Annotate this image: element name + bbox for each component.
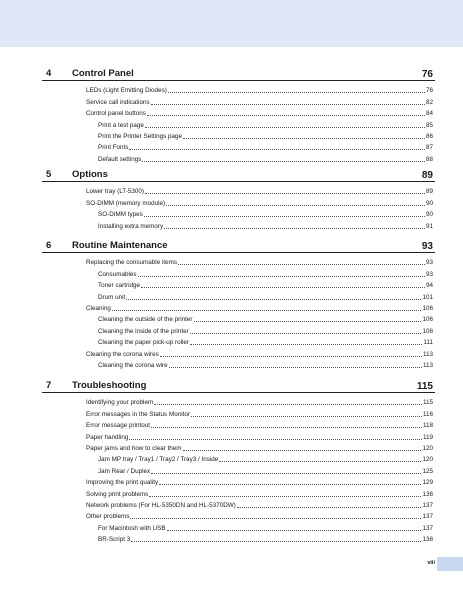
entry-title[interactable]: Replacing the consumable items xyxy=(86,259,178,267)
entry-page-number: 106 xyxy=(422,304,433,312)
entry-page-number: 129 xyxy=(422,479,433,487)
toc-chapter xyxy=(0,380,463,544)
dot-leader xyxy=(194,321,422,322)
entry-page-number: 82 xyxy=(425,98,433,106)
entry-title[interactable]: Service call indications xyxy=(86,98,150,106)
dot-leader xyxy=(151,473,421,474)
dot-leader xyxy=(145,193,425,194)
toc-subentry[interactable] xyxy=(0,532,433,543)
chapter-number: 4 xyxy=(46,68,52,79)
entry-page-number: 94 xyxy=(425,282,433,290)
toc-subentry[interactable] xyxy=(0,323,433,334)
entry-page-number: 93 xyxy=(425,270,433,278)
toc-subentry[interactable] xyxy=(0,278,433,289)
chapter-heading[interactable] xyxy=(0,380,463,394)
chapter-title[interactable]: Control Panel xyxy=(72,68,134,79)
entry-title[interactable]: Default settings xyxy=(98,155,142,163)
entry-title[interactable]: Error messages in the Status Monitor xyxy=(86,410,190,418)
chapter-entries xyxy=(0,255,463,369)
footer-band xyxy=(437,557,463,571)
toc-subentry[interactable] xyxy=(0,520,433,531)
entry-title[interactable]: Error message printout xyxy=(86,422,151,430)
entry-page-number: 85 xyxy=(425,121,433,129)
dot-leader xyxy=(145,127,425,128)
chapter-page-number: 93 xyxy=(421,241,433,252)
entry-page-number: 101 xyxy=(422,293,433,301)
dot-leader xyxy=(131,541,421,542)
entry-page-number: 76 xyxy=(425,87,433,95)
entry-page-number: 115 xyxy=(422,399,433,407)
dot-leader xyxy=(154,404,422,405)
dot-leader xyxy=(141,287,425,288)
chapter-title[interactable]: Routine Maintenance xyxy=(72,240,168,251)
chapter-title[interactable]: Options xyxy=(72,169,108,180)
chapter-number: 5 xyxy=(46,169,52,180)
entry-page-number: 88 xyxy=(425,155,433,163)
entry-page-number: 86 xyxy=(425,132,433,140)
dot-leader xyxy=(183,450,422,451)
toc-entry[interactable] xyxy=(0,83,433,94)
chapter-page-number: 115 xyxy=(416,381,433,392)
chapter-entries xyxy=(0,395,463,543)
entry-page-number: 125 xyxy=(422,467,433,475)
entry-page-number: 116 xyxy=(422,410,433,418)
dot-leader xyxy=(168,92,425,93)
dot-leader xyxy=(144,216,425,217)
toc-subentry[interactable] xyxy=(0,218,433,229)
chapter-number: 7 xyxy=(46,380,52,391)
entry-title[interactable]: Cleaning the inside of the printer xyxy=(98,327,189,335)
entry-page-number: 137 xyxy=(422,501,433,509)
dot-leader xyxy=(191,416,422,417)
entry-page-number: 90 xyxy=(425,211,433,219)
entry-title[interactable]: Print Fonts xyxy=(98,144,129,152)
entry-title[interactable]: Jam Rear / Duplex xyxy=(98,467,151,475)
toc-subentry[interactable] xyxy=(0,151,433,162)
entry-page-number: 89 xyxy=(425,188,433,196)
dot-leader xyxy=(219,461,421,462)
chapter-heading[interactable] xyxy=(0,68,463,82)
toc-subentry[interactable] xyxy=(0,207,433,218)
toc-entry[interactable] xyxy=(0,106,433,117)
dot-leader xyxy=(147,115,425,116)
dot-leader xyxy=(178,264,425,265)
entry-title[interactable]: Cleaning the outside of the printer xyxy=(98,316,193,324)
entry-title[interactable]: BR-Script 3 xyxy=(98,536,131,544)
dot-leader xyxy=(151,427,422,428)
dot-leader xyxy=(149,496,421,497)
entry-title[interactable]: Other problems xyxy=(86,513,130,521)
toc-chapter xyxy=(0,169,463,230)
toc-entry[interactable] xyxy=(0,509,433,520)
entry-page-number: 138 xyxy=(422,536,433,544)
chapter-entries xyxy=(0,184,463,230)
entry-page-number: 120 xyxy=(422,444,433,452)
entry-page-number: 113 xyxy=(422,361,433,369)
entry-title[interactable]: Improving the print quality xyxy=(86,479,159,487)
toc-subentry[interactable] xyxy=(0,312,433,323)
toc-entry[interactable] xyxy=(0,418,433,429)
toc-entry[interactable] xyxy=(0,184,433,195)
chapter-heading[interactable] xyxy=(0,240,463,254)
entry-title[interactable]: Paper handling xyxy=(86,433,129,441)
entry-page-number: 84 xyxy=(425,110,433,118)
entry-title[interactable]: Solving print problems xyxy=(86,490,149,498)
entry-page-number: 90 xyxy=(425,199,433,207)
chapter-title[interactable]: Troubleshooting xyxy=(72,380,147,391)
toc-entry[interactable] xyxy=(0,429,433,440)
entry-page-number: 136 xyxy=(422,490,433,498)
entry-title[interactable]: Print a test page xyxy=(98,121,144,129)
dot-leader xyxy=(169,367,422,368)
dot-leader xyxy=(160,356,422,357)
dot-leader xyxy=(130,518,421,519)
entry-title[interactable]: For Macintosh with USB xyxy=(98,524,166,532)
chapter-heading[interactable] xyxy=(0,169,463,183)
entry-title[interactable]: Print the Printer Settings page xyxy=(98,132,183,140)
chapter-rule xyxy=(42,80,435,81)
dot-leader xyxy=(138,276,425,277)
toc-subentry[interactable] xyxy=(0,358,433,369)
toc-entry[interactable] xyxy=(0,301,433,312)
toc-subentry[interactable] xyxy=(0,463,433,474)
chapter-rule xyxy=(42,252,435,253)
entry-title[interactable]: Network problems (For HL-5350DN and HL-5370DW) xyxy=(86,501,236,509)
entry-page-number: 111 xyxy=(423,339,433,347)
entry-page-number: 87 xyxy=(425,144,433,152)
dot-leader xyxy=(142,161,425,162)
entry-title[interactable]: Consumables xyxy=(98,270,137,278)
dot-leader xyxy=(164,228,425,229)
toc-subentry[interactable] xyxy=(0,140,433,151)
entry-title[interactable]: Cleaning xyxy=(86,304,111,312)
entry-title[interactable]: Cleaning the corona wire xyxy=(98,361,168,369)
entry-title[interactable]: LEDs (Light Emitting Diodes) xyxy=(86,87,167,95)
toc-entry[interactable] xyxy=(0,486,433,497)
toc-subentry[interactable] xyxy=(0,266,433,277)
toc-entry[interactable] xyxy=(0,441,433,452)
toc-chapter xyxy=(0,240,463,369)
toc-entry[interactable] xyxy=(0,406,433,417)
dot-leader xyxy=(112,310,422,311)
chapter-entries xyxy=(0,83,463,163)
entry-title[interactable]: SO-DIMM types xyxy=(98,211,143,219)
entry-title[interactable]: Paper jams and how to clear them xyxy=(86,444,182,452)
dot-leader xyxy=(166,205,425,206)
dot-leader xyxy=(190,333,422,334)
dot-leader xyxy=(159,484,421,485)
entry-title[interactable]: Installing extra memory xyxy=(98,222,164,230)
toc-subentry[interactable] xyxy=(0,335,433,346)
entry-title[interactable]: Jam MP tray / Tray1 / Tray2 / Tray3 / Inside xyxy=(98,456,219,464)
toc-entry[interactable] xyxy=(0,475,433,486)
dot-leader xyxy=(126,299,421,300)
entry-page-number: 137 xyxy=(422,524,433,532)
toc-entry[interactable] xyxy=(0,255,433,266)
entry-title[interactable]: Lower tray (LT-5300) xyxy=(86,188,144,196)
header-band xyxy=(0,0,463,47)
chapter-page-number: 76 xyxy=(421,69,433,80)
entry-page-number: 137 xyxy=(422,513,433,521)
dot-leader xyxy=(190,344,422,345)
entry-title[interactable]: Toner cartridge xyxy=(98,282,140,290)
chapter-number: 6 xyxy=(46,240,52,251)
entry-title[interactable]: Drum unit xyxy=(98,293,126,301)
toc-entry[interactable] xyxy=(0,498,433,509)
entry-page-number: 108 xyxy=(422,327,433,335)
entry-page-number: 120 xyxy=(422,456,433,464)
toc-subentry[interactable] xyxy=(0,289,433,300)
entry-title[interactable]: Cleaning the corona wires xyxy=(86,350,159,358)
dot-leader xyxy=(129,149,425,150)
toc-entry[interactable] xyxy=(0,346,433,357)
page-number: viii xyxy=(427,560,435,566)
entry-page-number: 118 xyxy=(422,422,433,430)
entry-title[interactable]: Cleaning the paper pick-up roller xyxy=(98,339,190,347)
dot-leader xyxy=(151,104,425,105)
toc-subentry[interactable] xyxy=(0,129,433,140)
entry-page-number: 91 xyxy=(425,222,433,230)
dot-leader xyxy=(167,530,422,531)
dot-leader xyxy=(183,138,425,139)
dot-leader xyxy=(237,507,422,508)
entry-title[interactable]: SO-DIMM (memory module) xyxy=(86,199,166,207)
toc-chapter xyxy=(0,68,463,163)
chapter-rule xyxy=(42,392,435,393)
toc-entry[interactable] xyxy=(0,94,433,105)
dot-leader xyxy=(129,439,422,440)
toc-entry[interactable] xyxy=(0,195,433,206)
entry-title[interactable]: Control panel buttons xyxy=(86,110,146,118)
chapter-rule xyxy=(42,181,435,182)
entry-page-number: 113 xyxy=(422,350,433,358)
toc-subentry[interactable] xyxy=(0,117,433,128)
toc-entry[interactable] xyxy=(0,395,433,406)
chapter-page-number: 89 xyxy=(421,170,433,181)
entry-title[interactable]: Identifying your problem xyxy=(86,399,154,407)
entry-page-number: 93 xyxy=(425,259,433,267)
toc-subentry[interactable] xyxy=(0,452,433,463)
entry-page-number: 106 xyxy=(422,316,433,324)
entry-page-number: 119 xyxy=(422,433,433,441)
